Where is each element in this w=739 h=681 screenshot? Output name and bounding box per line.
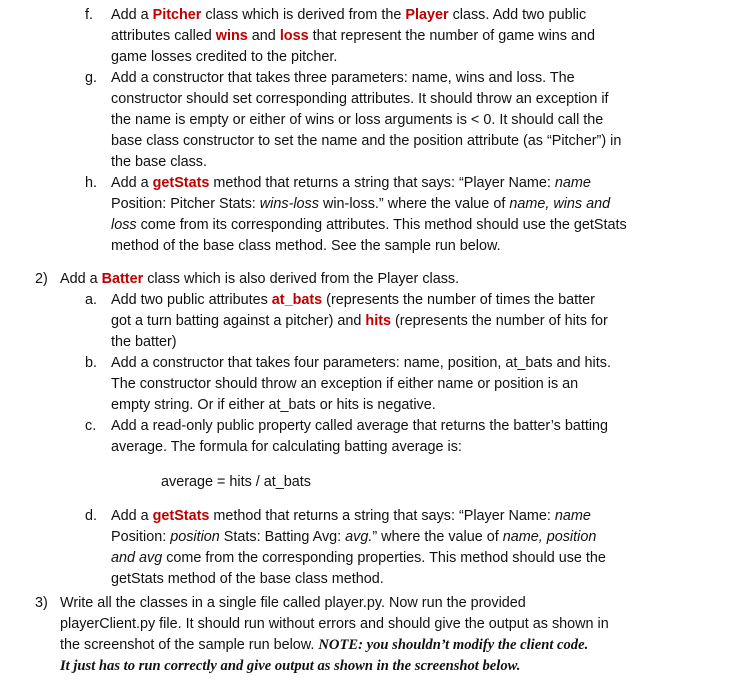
item-h-line-1: Add a getStats method that returns a string that says: “Player Name: name — [111, 175, 591, 191]
section-2-heading: Add a Batter class which is also derived from the Player class. — [60, 271, 460, 287]
list-marker: a. — [85, 292, 98, 308]
item-c-line-2: average. The formula for calculating batting average is: — [111, 439, 462, 455]
item-a-line-1: Add two public attributes at_bats (represents the number of times the batter — [111, 292, 595, 308]
item-b-line-1: Add a constructor that takes four parameters: name, position, at_bats and hits. — [111, 355, 611, 371]
item-b-line-2: The constructor should throw an exception if either name or position is an — [111, 376, 579, 392]
item-b-line-3: empty string. Or if either at_bats or hits is negative. — [111, 397, 436, 413]
item-d-line-1: Add a getStats method that returns a string that says: “Player Name: name — [111, 508, 591, 524]
section-number: 3) — [35, 595, 48, 611]
attr-loss: loss — [279, 28, 309, 44]
list-marker: c. — [85, 418, 97, 434]
attr-at-bats: at_bats — [271, 292, 323, 308]
item-f-line-1: Add a Pitcher class which is derived from the Player class. Add two public — [111, 7, 587, 23]
item-g-line-3: the name is empty or either of wins or loss arguments is < 0. It should call the — [111, 112, 604, 128]
class-name-batter: Batter — [101, 271, 144, 287]
item-d-line-3: and avg come from the corresponding properties. This method should use the — [111, 550, 606, 566]
item-d-line-4: getStats method of the base class method. — [111, 571, 384, 587]
class-name-player: Player — [405, 7, 449, 23]
item-a-line-2: got a turn batting against a pitcher) and hits (represents the number of hits for — [111, 313, 608, 329]
item-g-line-2: constructor should set corresponding attributes. It should throw an exception if — [111, 91, 609, 107]
section-3-line-1: Write all the classes in a single file called player.py. Now run the provided — [60, 595, 526, 611]
item-f-line-3: game losses credited to the pitcher. — [111, 49, 338, 65]
item-h-line-3: loss come from its corresponding attributes. This method should use the getStats — [111, 217, 627, 233]
item-c-line-1: Add a read-only public property called average that returns the batter’s batting — [111, 418, 609, 434]
item-a-line-3: the batter) — [111, 334, 177, 350]
class-name-pitcher: Pitcher — [152, 7, 202, 23]
section-3-line-3: the screenshot of the sample run below. NOTE: you shouldn’t modify the client code. — [60, 637, 589, 653]
client-code-note: NOTE: you shouldn’t modify the client code. — [318, 637, 589, 653]
item-h-line-4: method of the base class method. See the sample run below. — [111, 238, 501, 254]
item-h-line-2: Position: Pitcher Stats: wins-loss win-loss.” where the value of name, wins and — [111, 196, 611, 212]
section-3-note-line: It just has to run correctly and give output as shown in the screenshot below. — [60, 658, 521, 674]
list-marker: d. — [85, 508, 98, 524]
method-getstats: getStats — [152, 508, 210, 524]
attr-hits: hits — [365, 313, 391, 329]
item-f-line-2: attributes called wins and loss that represent the number of game wins and — [111, 28, 595, 44]
average-formula: average = hits / at_bats — [161, 474, 311, 490]
item-g-line-5: the base class. — [111, 154, 207, 170]
method-getstats: getStats — [152, 175, 210, 191]
list-marker: h. — [85, 175, 98, 191]
section-number: 2) — [35, 271, 48, 287]
list-marker: b. — [85, 355, 98, 371]
list-marker: g. — [85, 70, 98, 86]
item-d-line-2: Position: position Stats: Batting Avg: avg.” where the value of name, position — [111, 529, 597, 545]
list-marker: f. — [85, 7, 93, 23]
attr-wins: wins — [215, 28, 248, 44]
item-g-line-4: base class constructor to set the name and the position attribute (as “Pitcher”) in — [111, 133, 622, 149]
item-g-line-1: Add a constructor that takes three parameters: name, wins and loss. The — [111, 70, 575, 86]
section-3-line-2: playerClient.py file. It should run without errors and should give the output as shown in — [60, 616, 609, 632]
